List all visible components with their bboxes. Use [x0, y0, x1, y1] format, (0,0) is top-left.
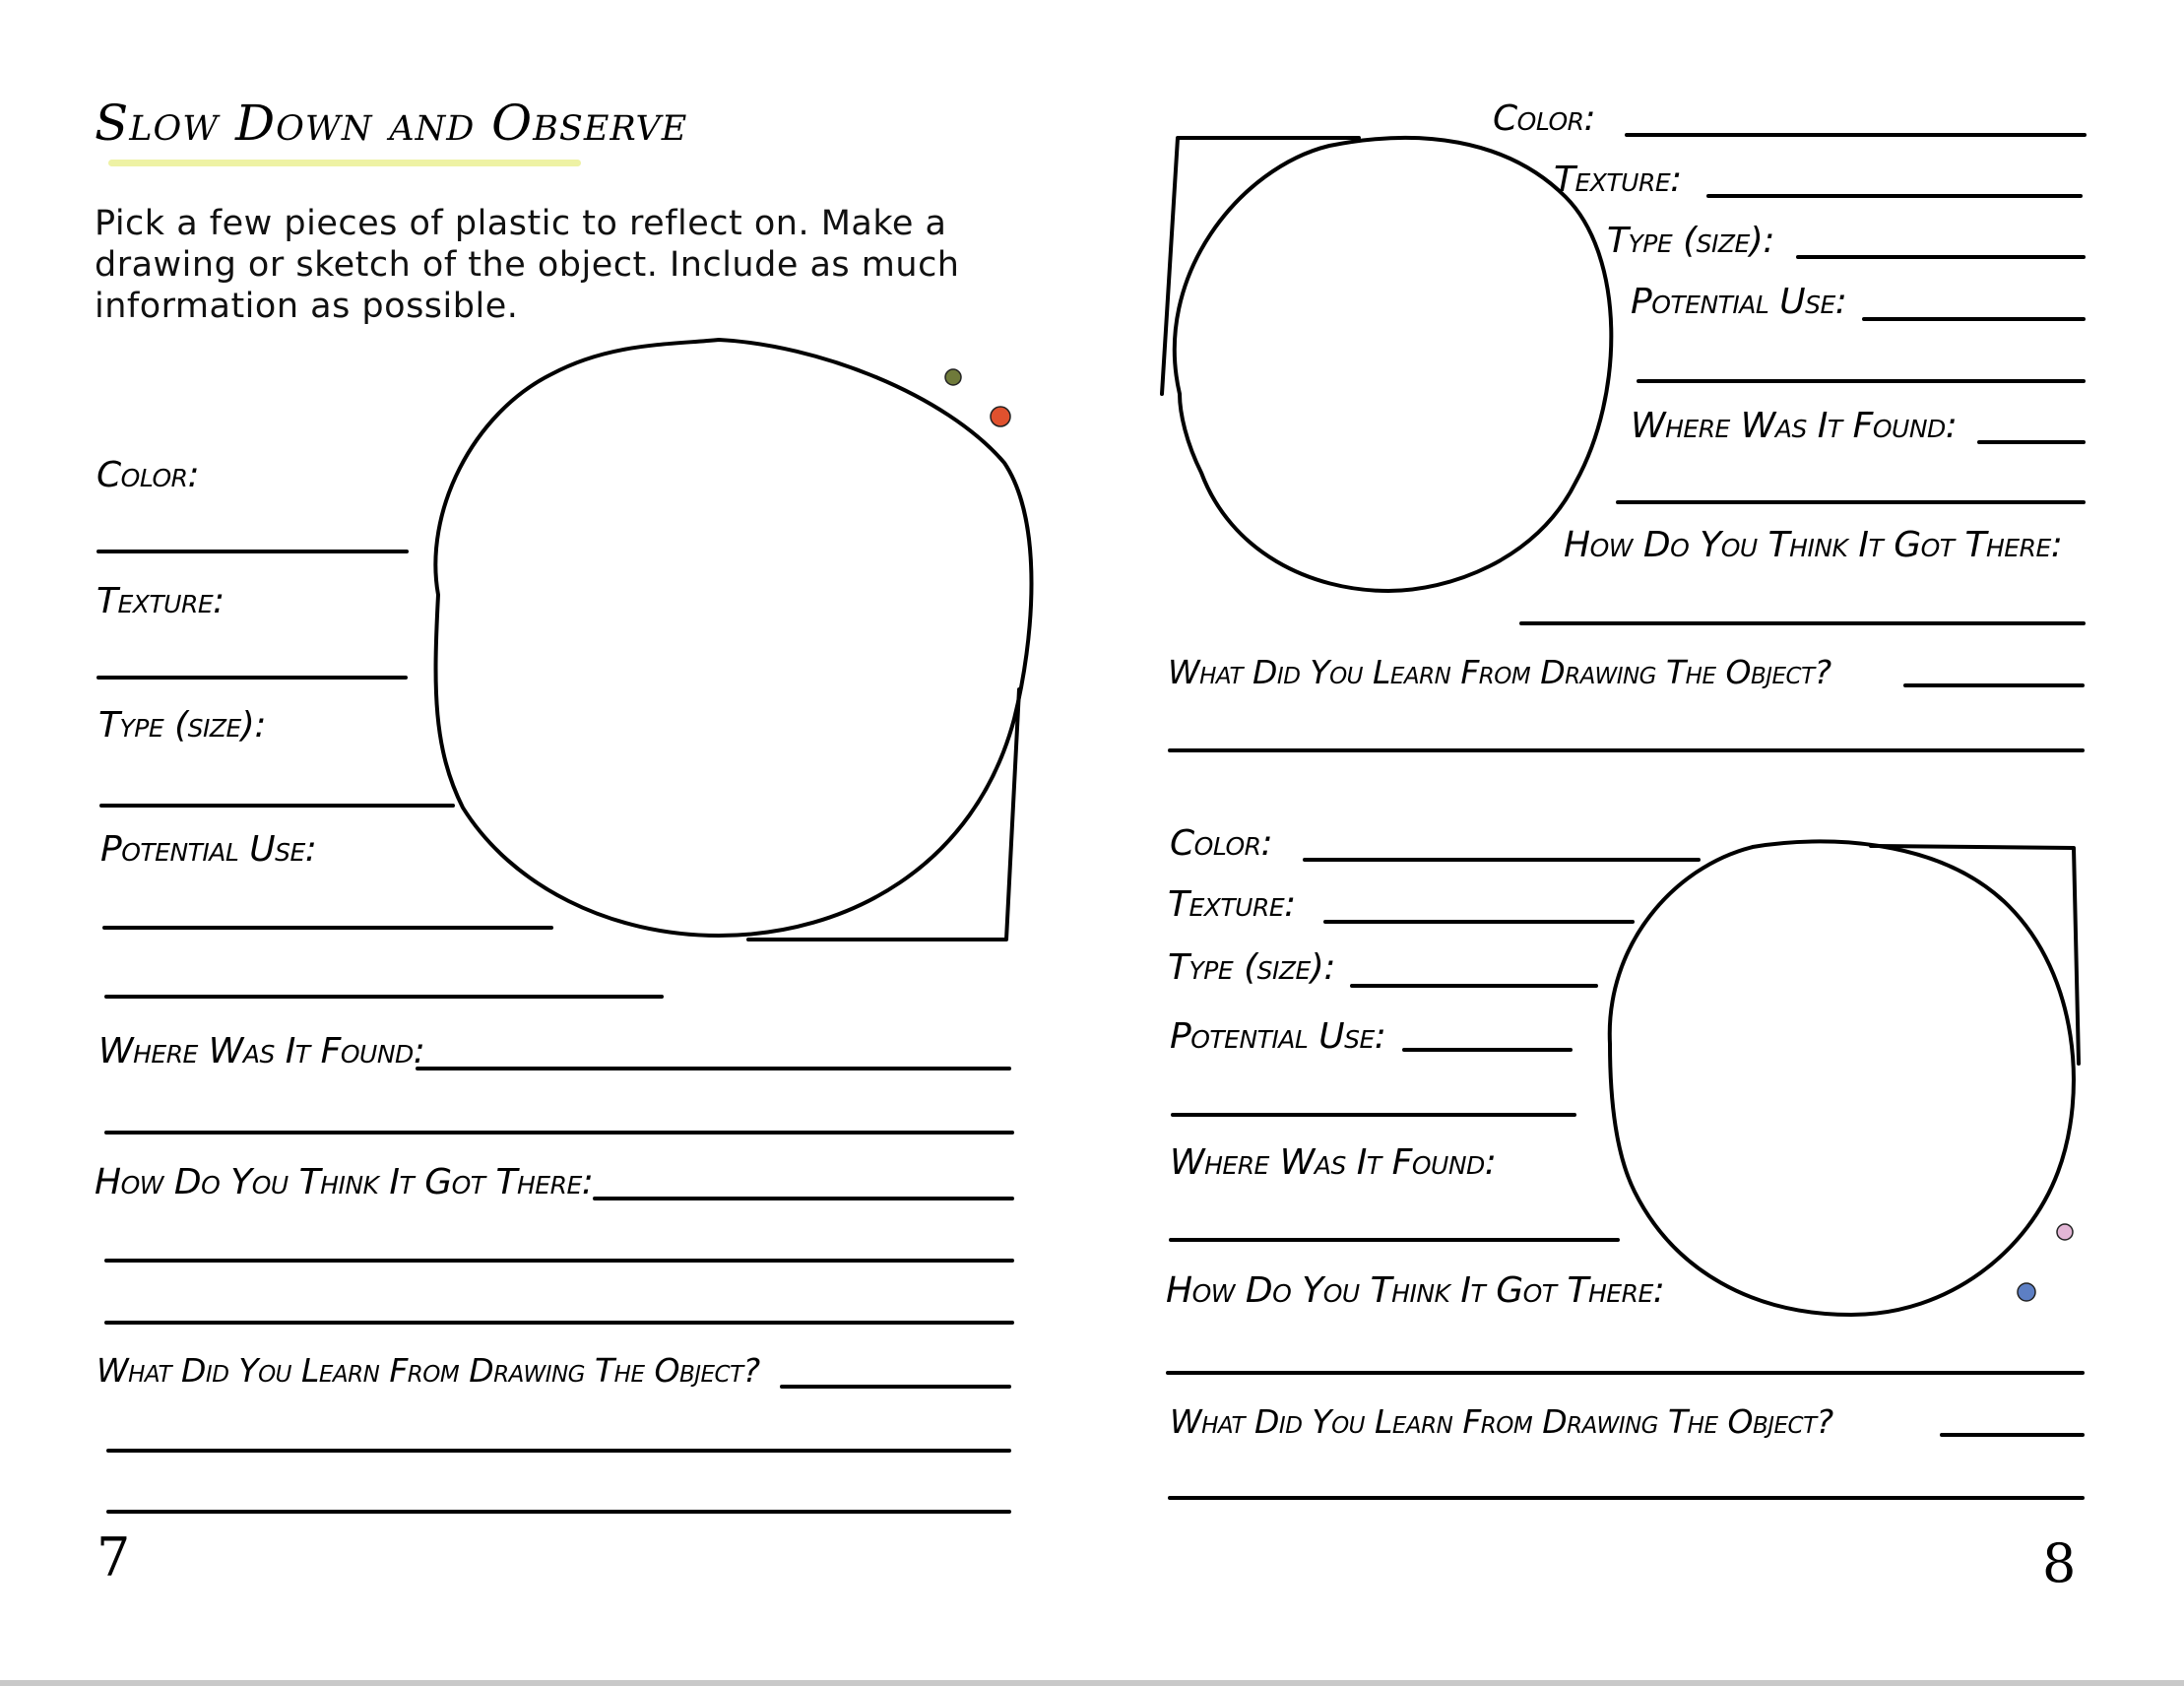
what-learned-label-left: What Did You Learn From Drawing The Object?	[96, 1351, 760, 1390]
bottom-edge	[0, 1680, 2184, 1686]
potential-use-label-right-bottom: Potential Use:	[1170, 1016, 1386, 1057]
sketch-frame-right-bottom	[1610, 841, 2074, 1315]
texture-label-right-bottom: Texture:	[1168, 884, 1296, 925]
what-learned-label-right-bottom: What Did You Learn From Drawing The Object?	[1170, 1402, 1833, 1441]
type-size-label-left: Type (size):	[98, 705, 266, 746]
color-label-right-bottom: Color:	[1170, 823, 1273, 864]
sketch-frame-left-corner	[748, 689, 1019, 940]
what-learned-label-right-top: What Did You Learn From Drawing The Object?	[1168, 653, 1831, 691]
page-number-right: 8	[2042, 1532, 2077, 1594]
texture-label-left: Texture:	[96, 581, 225, 621]
intro-text: Pick a few pieces of plastic to reflect on. Make a drawing or sketch of the object. Include as much information as possible.	[95, 204, 960, 326]
where-found-label-right-bottom: Where Was It Found:	[1170, 1142, 1497, 1183]
where-found-label-left: Where Was It Found:	[98, 1031, 425, 1071]
how-got-there-label-right-top: How Do You Think It Got There:	[1564, 525, 2063, 565]
color-label-left: Color:	[96, 455, 200, 495]
potential-use-label-right-top: Potential Use:	[1631, 282, 1847, 322]
pink-dot	[2057, 1224, 2073, 1240]
blue-dot	[2018, 1283, 2035, 1301]
page-title: Slow Down and Observe	[95, 95, 688, 152]
color-label-right-top: Color:	[1493, 98, 1596, 139]
potential-use-label-left: Potential Use:	[100, 829, 317, 870]
sketch-frame-right-top	[1175, 138, 1612, 591]
type-size-label-right-bottom: Type (size):	[1168, 947, 1335, 988]
where-found-label-right-top: Where Was It Found:	[1631, 406, 1958, 446]
title-highlight	[108, 160, 581, 166]
sketch-frame-left	[435, 340, 1031, 936]
orange-dot	[991, 407, 1010, 426]
type-size-label-right-top: Type (size):	[1607, 221, 1774, 261]
texture-label-right-top: Texture:	[1554, 160, 1682, 200]
how-got-there-label-right-bottom: How Do You Think It Got There:	[1166, 1270, 1665, 1311]
how-got-there-label-left: How Do You Think It Got There:	[95, 1162, 594, 1202]
olive-dot	[945, 369, 961, 385]
page-number-left: 7	[96, 1526, 131, 1589]
